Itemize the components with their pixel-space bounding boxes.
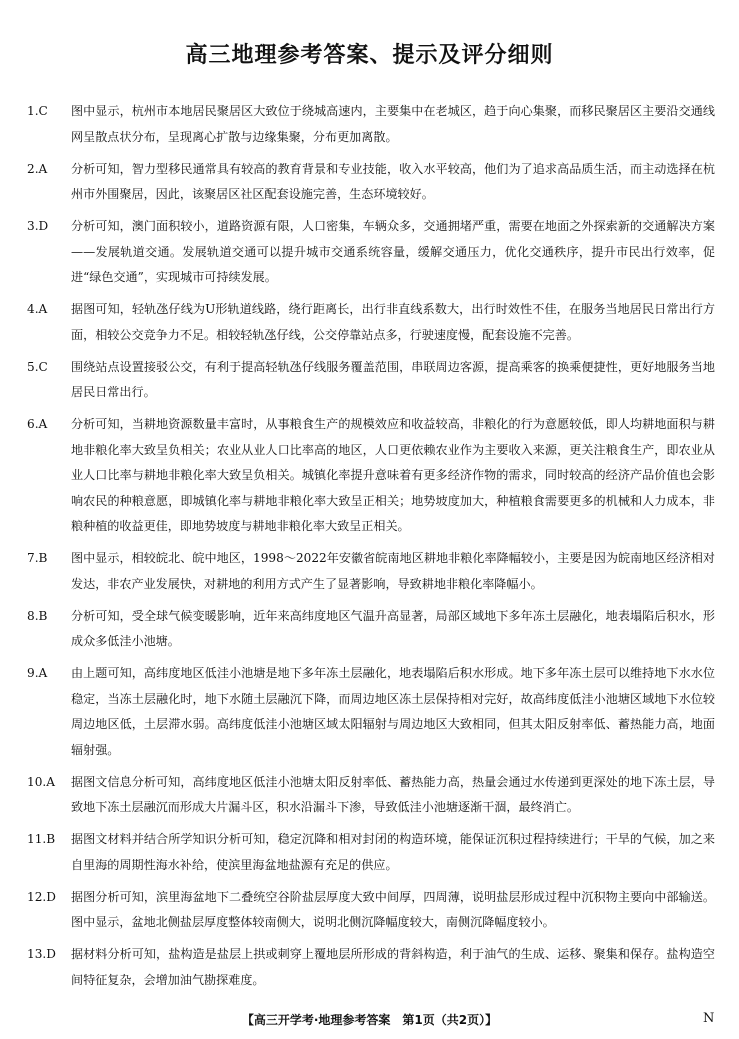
answer-item-7 [27, 546, 715, 597]
answer-number: 5.C [27, 359, 48, 374]
answer-explanation: 围绕站点设置接驳公交，有利于提高轻轨氹仔线服务覆盖范围，串联周边客源，提高乘客的换乘便捷性，更好地服务当地居民日常出行。 [71, 359, 715, 399]
answer-number: 3.D [27, 219, 49, 233]
page-footer: 【高三开学考·地理参考答案 第1页（共2页）】 [241, 1013, 498, 1027]
answer-item-10 [27, 770, 715, 821]
answer-explanation: 据图文信息分析可知，高纬度地区低洼小池塘太阳反射率低、蓄热能力高，热量会通过水传递到更深处的地下冻土层，导致地下冻土层融沉而形成大片漏斗区，积水沿漏斗下渗，导致低洼小池塘逐渐干涸，最终消亡。 [71, 774, 715, 814]
answer-number: 10.A [27, 774, 55, 789]
answer-number: 2.A [27, 161, 48, 176]
answer-item-9 [27, 661, 715, 763]
answer-explanation: 分析可知，受全球气候变暖影响，近年来高纬度地区气温升高显著，局部区域地下多年冻土层融化，地表塌陷后积水，形成众多低洼小池塘。 [71, 608, 715, 648]
answer-item-8 [27, 604, 715, 655]
answer-item-12 [27, 885, 715, 936]
answer-item-13 [27, 942, 715, 993]
answer-item-11 [27, 827, 715, 878]
answer-number: 8.B [27, 608, 48, 623]
answer-explanation: 分析可知，澳门面积较小，道路资源有限，人口密集，车辆众多，交通拥堵严重，需要在地面之外探索新的交通解决方案——发展轨道交通。发展轨道交通可以提升城市交通系统容量，缓解交通压力，优化交通秩序，提升市民出行效率，促进“绿色交通”，实现城市可持续发展。 [71, 219, 715, 284]
version-mark: N [703, 1011, 715, 1026]
answer-number: 11.B [27, 832, 56, 846]
answer-explanation: 据图分析可知，滨里海盆地下二叠统空谷阶盐层厚度大致中间厚，四周薄，说明盐层形成过程中沉积物主要向中部输送。图中显示，盆地北侧盐层厚度整体较南侧大，说明北侧沉降幅度较大，南侧沉降幅度较小。 [71, 889, 715, 929]
answer-explanation: 据图可知，轻轨氹仔线为U形轨道线路，绕行距离长，出行非直线系数大，出行时效性不佳，在服务当地居民日常出行方面，相较公交竞争力不足。相较轻轨氹仔线，公交停靠站点多，行驶速度慢，配套设施不完善。 [71, 302, 715, 342]
answer-item-1 [27, 99, 715, 150]
answer-list [27, 99, 715, 1000]
answer-number: 7.B [27, 551, 48, 565]
answer-explanation: 图中显示，相较皖北、皖中地区，1998～2022年安徽省皖南地区耕地非粮化率降幅较小，主要是因为皖南地区经济相对发达，非农产业发展快，对耕地的利用方式产生了显著影响，导致耕地非粮化率降幅小。 [71, 551, 715, 591]
answer-item-2 [27, 157, 715, 208]
answer-explanation: 分析可知，当耕地资源数量丰富时，从事粮食生产的规模效应和收益较高，非粮化的行为意愿较低，即人均耕地面积与耕地非粮化率大致呈负相关；农业从业人口比率高的地区，人口更依赖农业作为主要收入来源，更关注粮食生产，即农业从业人口比率与耕地非粮化率大致呈负相关。城镇化率提升意味着有更多经济作物的需求，同时较高的经济产品价值也会影响农民的种粮意愿，即城镇化率与耕地非粮化率大致呈正相关；地势坡度加大，种植粮食需要更多的机械和人力成本，非粮种植的收益更佳，即地势坡度与耕地非粮化率大致呈正相关。 [71, 417, 715, 533]
answer-item-5 [27, 355, 715, 406]
answer-number: 13.D [27, 947, 56, 961]
page-title: 高三地理参考答案、提示及评分细则 [185, 43, 554, 68]
answer-item-6 [27, 412, 715, 540]
answer-explanation: 由上题可知，高纬度地区低洼小池塘是地下多年冻土层融化，地表塌陷后积水形成。地下多年冻土层可以维持地下水水位稳定，当冻土层融化时，地下水随土层融沉下降，而周边地区冻土层保持相对完好，故高纬度低洼小池塘区域地下水位较周边地区低，土层滞水弱。高纬度低洼小池塘区域太阳辐射与周边地区大致相同，但其太阳反射率低、蓄热能力高，地面辐射强。 [71, 666, 715, 757]
answer-number: 12.D [27, 889, 56, 904]
answer-item-3 [27, 214, 715, 291]
answer-number: 9.A [27, 666, 48, 680]
answer-explanation: 图中显示，杭州市本地居民聚居区大致位于绕城高速内，主要集中在老城区，趋于向心集聚，而移民聚居区主要沿交通线网呈散点状分布，呈现离心扩散与边缘集聚，分布更加离散。 [71, 104, 715, 144]
answer-explanation: 据材料分析可知，盐构造是盐层上拱或刺穿上覆地层所形成的背斜构造，利于油气的生成、运移、聚集和保存。盐构造空间特征复杂，会增加油气勘探难度。 [71, 947, 715, 987]
answer-number: 4.A [27, 302, 48, 316]
answer-number: 6.A [27, 417, 48, 431]
answer-item-4 [27, 297, 715, 348]
answer-explanation: 据图文材料并结合所学知识分析可知，稳定沉降和相对封闭的构造环境，能保证沉积过程持续进行；干旱的气候，加之来自里海的周期性海水补给，使滨里海盆地盐源有充足的供应。 [71, 832, 715, 872]
answer-number: 1.C [27, 104, 48, 118]
answer-explanation: 分析可知，智力型移民通常具有较高的教育背景和专业技能，收入水平较高，他们为了追求高品质生活，而主动选择在杭州市外围聚居，因此，该聚居区社区配套设施完善，生态环境较好。 [71, 161, 715, 201]
